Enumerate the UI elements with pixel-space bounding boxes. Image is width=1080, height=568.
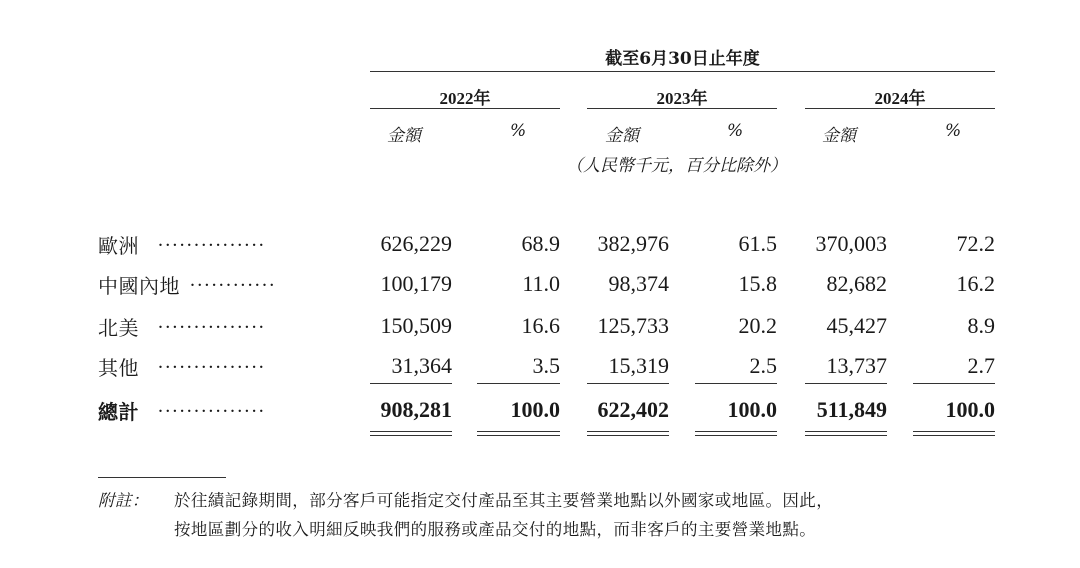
footnote-line-1: 於往績記錄期間，部分客戶可能指定交付產品至其主要營業地點以外國家或地區。因此， xyxy=(174,491,834,510)
total-cell: 100.0 xyxy=(510,397,560,422)
total-double-rule-pct-2023 xyxy=(695,431,777,436)
row-cell: 2.5 xyxy=(749,353,777,378)
row-cell: 626,229 xyxy=(380,231,452,256)
row-label: 歐洲 xyxy=(98,234,139,258)
total-double-rule-pct-2022 xyxy=(477,431,560,436)
row-cell: 45,427 xyxy=(826,313,887,338)
year-header-2022: 2022年 xyxy=(439,89,491,108)
year-rule-2022 xyxy=(370,108,560,109)
year-rule-2024 xyxy=(805,108,995,109)
total-cell: 511,849 xyxy=(816,397,887,422)
total-double-rule-amount-2023 xyxy=(587,431,669,436)
total-cell: 100.0 xyxy=(945,397,995,422)
total-double-rule-amount-2024 xyxy=(805,431,887,436)
total-cell: 622,402 xyxy=(597,397,669,422)
subtotal-rule-pct-2023 xyxy=(695,383,777,384)
row-cell: 72.2 xyxy=(956,231,995,256)
row-cell: 3.5 xyxy=(532,353,560,378)
row-cell: 16.6 xyxy=(521,313,560,338)
subtotal-rule-amount-2024 xyxy=(805,383,887,384)
row-cell: 31,364 xyxy=(391,353,452,378)
year-header-2023: 2023年 xyxy=(656,89,708,108)
row-cell: 125,733 xyxy=(597,313,669,338)
unit-note: （人民幣千元，百分比除外） xyxy=(566,156,787,176)
row-cell: 150,509 xyxy=(380,313,452,338)
year-rule-2023 xyxy=(587,108,777,109)
header-rule xyxy=(370,71,995,72)
row-cell: 2.7 xyxy=(967,353,995,378)
footnote-line-2: 按地區劃分的收入明細反映我們的服務或產品交付的地點，而非客戶的主要營業地點。 xyxy=(174,520,817,539)
total-cell: 100.0 xyxy=(727,397,777,422)
period-title: 截至6月30日止年度 xyxy=(605,49,760,69)
total-leader-dots: ............... xyxy=(158,395,266,417)
row-cell: 16.2 xyxy=(956,271,995,296)
total-double-rule-pct-2024 xyxy=(913,431,995,436)
year-header-2024: 2024年 xyxy=(874,89,926,108)
footnote-label: 附註： xyxy=(98,491,149,510)
row-cell: 370,003 xyxy=(815,231,887,256)
total-cell: 908,281 xyxy=(380,397,452,422)
row-cell: 100,179 xyxy=(380,271,452,296)
row-leader-dots: ............... xyxy=(158,229,266,251)
row-label: 北美 xyxy=(98,316,139,340)
row-leader-dots: ............... xyxy=(158,311,266,333)
total-double-rule-amount-2022 xyxy=(370,431,452,436)
amount-header-2024: 金額 xyxy=(822,126,856,146)
row-cell: 15.8 xyxy=(738,271,777,296)
subtotal-rule-amount-2023 xyxy=(587,383,669,384)
amount-header-2023: 金額 xyxy=(605,126,639,146)
row-cell: 382,976 xyxy=(597,231,669,256)
subtotal-rule-amount-2022 xyxy=(370,383,452,384)
amount-header-2022: 金額 xyxy=(387,126,421,146)
row-cell: 8.9 xyxy=(967,313,995,338)
pct-header-2024: % xyxy=(945,121,962,141)
row-cell: 15,319 xyxy=(608,353,669,378)
total-label: 總計 xyxy=(98,400,139,424)
row-cell: 68.9 xyxy=(521,231,560,256)
row-cell: 61.5 xyxy=(738,231,777,256)
row-label: 其他 xyxy=(98,356,139,380)
row-cell: 20.2 xyxy=(738,313,777,338)
row-leader-dots: ............... xyxy=(158,351,266,373)
row-leader-dots: ............ xyxy=(190,269,277,291)
row-cell: 98,374 xyxy=(608,271,669,296)
row-cell: 82,682 xyxy=(826,271,887,296)
subtotal-rule-pct-2022 xyxy=(477,383,560,384)
subtotal-rule-pct-2024 xyxy=(913,383,995,384)
footnote-rule xyxy=(98,477,226,478)
pct-header-2023: % xyxy=(727,121,744,141)
row-cell: 11.0 xyxy=(522,271,560,296)
pct-header-2022: % xyxy=(510,121,527,141)
row-cell: 13,737 xyxy=(826,353,887,378)
row-label: 中國內地 xyxy=(98,274,180,298)
